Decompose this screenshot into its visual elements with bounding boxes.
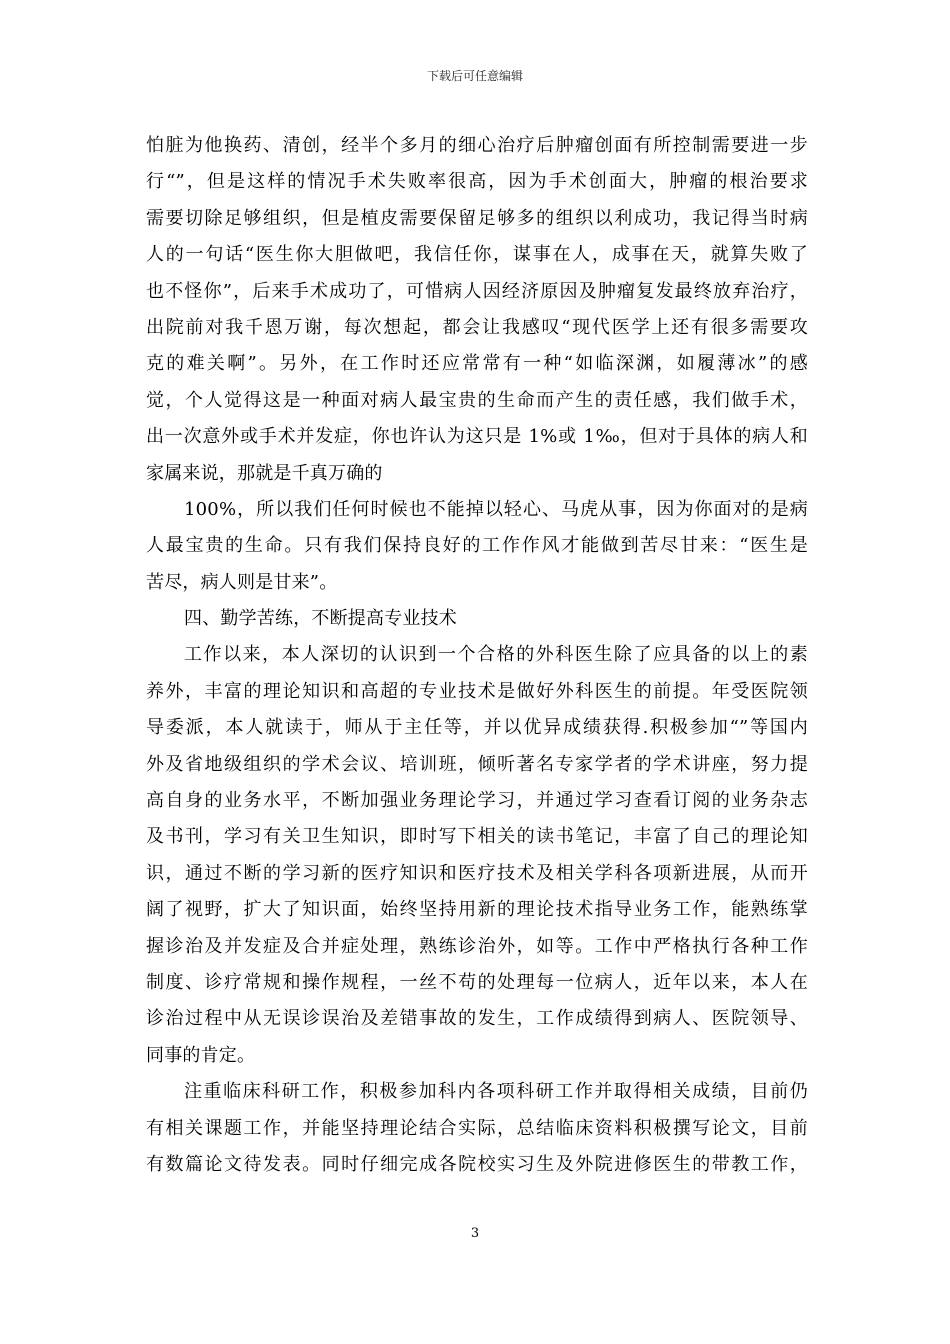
text-line: 导委派，本人就读于，师从于主任等，并以优异成绩获得.积极参加“”等国内 [146, 717, 808, 739]
text-line: 也不怪你”，后来手术成功了，可惜病人因经济原因及肿瘤复发最终放弃治疗， [146, 280, 808, 302]
text-line: 同事的肯定。 [146, 1044, 256, 1066]
text-line: 苦尽，病人则是甘来”。 [146, 571, 338, 593]
text-line: 人的一句话“医生你大胆做吧，我信任你，谋事在人，成事在天，就算失败了 [146, 244, 808, 266]
text-line: 有相关课题工作，并能坚持理论结合实际，总结临床资料积极撰写论文，目前 [146, 1117, 808, 1139]
text-line: 100%，所以我们任何时候也不能掉以轻心、马虎从事，因为你面对的是病 [184, 498, 808, 520]
text-line: 制度、诊疗常规和操作规程，一丝不苟的处理每一位病人，近年以来，本人在 [146, 971, 808, 993]
text-line: 及书刊，学习有关卫生知识，即时写下相关的读书笔记，丰富了自己的理论知 [146, 826, 808, 848]
text-line: 外及省地级组织的学术会议、培训班，倾听著名专家学者的学术讲座，努力提 [146, 753, 808, 775]
section-heading: 四、勤学苦练，不断提高专业技术 [184, 608, 457, 630]
text-line: 觉，个人觉得这是一种面对病人最宝贵的生命而产生的责任感，我们做手术， [146, 389, 808, 411]
text-line: 克的难关啊”。另外，在工作时还应常常有一种“如临深渊，如履薄冰”的感 [146, 353, 808, 375]
text-line: 需要切除足够组织，但是植皮需要保留足够多的组织以利成功，我记得当时病 [146, 207, 808, 229]
page-header: 下载后可任意编辑 [426, 69, 523, 83]
text-line: 家属来说，那就是千真万确的 [146, 462, 383, 484]
text-line: 诊治过程中从无误诊误治及差错事故的发生，工作成绩得到病人、医院领导、 [146, 1008, 808, 1030]
text-line: 行“”，但是这样的情况手术失败率很高，因为手术创面大，肿瘤的根治要求 [146, 171, 808, 193]
text-line: 工作以来，本人深切的认识到一个合格的外科医生除了应具备的以上的素 [184, 644, 808, 666]
document-body [146, 128, 808, 1183]
page-number: 3 [470, 1226, 480, 1241]
text-line: 人最宝贵的生命。只有我们保持良好的工作作风才能做到苦尽甘来：“医生是 [146, 535, 808, 557]
text-line: 出院前对我千恩万谢，每次想起，都会让我感叹“现代医学上还有很多需要攻 [146, 316, 808, 338]
text-line: 注重临床科研工作，积极参加科内各项科研工作并取得相关成绩，目前仍 [184, 1081, 808, 1103]
text-line: 识，通过不断的学习新的医疗知识和医疗技术及相关学科各项新进展，从而开 [146, 862, 808, 884]
text-line: 有数篇论文待发表。同时仔细完成各院校实习生及外院进修医生的带教工作， [146, 1153, 808, 1175]
text-line: 怕脏为他换药、清创，经半个多月的细心治疗后肿瘤创面有所控制需要进一步 [146, 135, 808, 156]
text-line: 出一次意外或手术并发症，你也许认为这只是 1%或 1‰，但对于具体的病人和 [146, 426, 808, 448]
text-line: 阔了视野，扩大了知识面，始终坚持用新的理论技术指导业务工作，能熟练掌 [146, 899, 808, 921]
text-line: 养外，丰富的理论知识和高超的专业技术是做好外科医生的前提。年受医院领 [146, 680, 808, 702]
text-line: 握诊治及并发症及合并症处理，熟练诊治外，如等。工作中严格执行各种工作 [146, 935, 808, 957]
text-line: 高自身的业务水平，不断加强业务理论学习，并通过学习查看订阅的业务杂志 [146, 790, 808, 812]
